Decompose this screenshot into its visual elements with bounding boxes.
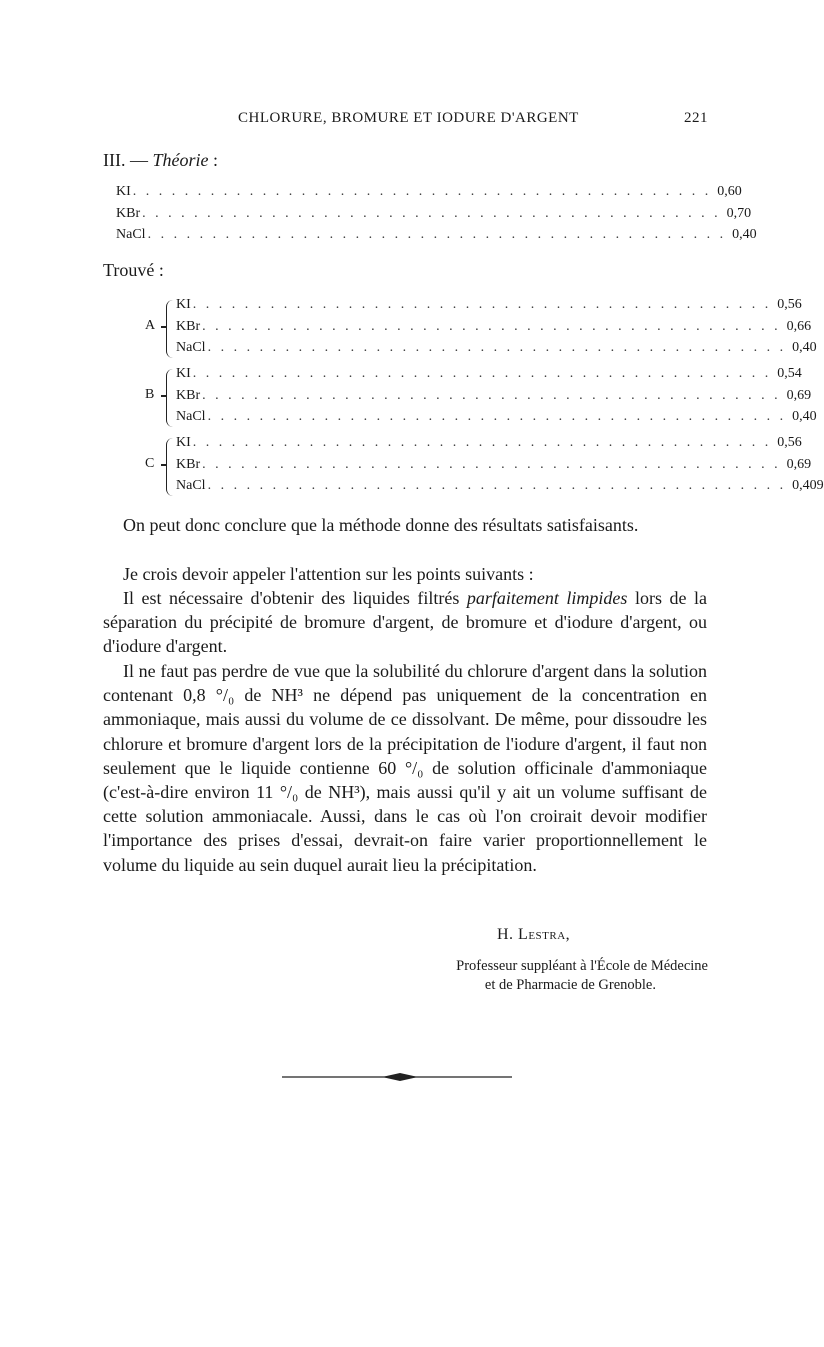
section-title-text: Théorie — [152, 150, 209, 170]
leader-dots: . . . . . . . . . . . . . . . . . . . . . . . . . . . . . . . . . . . . . . . . . . . . . — [192, 366, 772, 381]
compound-label: KI — [176, 366, 191, 381]
compound-value: 0,60 — [717, 184, 742, 199]
brace — [166, 369, 173, 427]
emphasis-text: parfaitement limpides — [466, 588, 628, 608]
theory-row — [116, 224, 757, 246]
found-row — [176, 337, 817, 359]
compound-label: KBr — [176, 457, 201, 472]
compound-label: KBr — [176, 319, 201, 334]
compound-label: KI — [116, 184, 131, 199]
compound-label: KI — [176, 435, 191, 450]
leader-dots: . . . . . . . . . . . . . . . . . . . . . . . . . . . . . . . . . . . . . . . . . . . . . — [207, 478, 787, 493]
group-letter: C — [145, 456, 155, 471]
compound-label: NaCl — [176, 340, 206, 355]
compound-label: NaCl — [116, 227, 146, 242]
paragraph-text: lors de la séparation du précipité de bromure d'argent, de bromure et d'iodure d'argent, ou d'iodure d'argent. — [103, 588, 708, 657]
compound-label: KBr — [116, 206, 141, 221]
theory-row — [116, 203, 752, 225]
page-number: 221 — [684, 110, 708, 126]
paragraph-filtration — [103, 586, 707, 659]
found-row — [176, 454, 812, 476]
group-letter: B — [145, 387, 155, 402]
compound-value: 0,70 — [726, 206, 752, 221]
found-label: Trouvé : — [103, 260, 164, 280]
compound-label: KBr — [176, 388, 201, 403]
section-title — [103, 150, 218, 171]
leader-dots: . . . . . . . . . . . . . . . . . . . . . . . . . . . . . . . . . . . . . . . . . . . . . — [207, 409, 787, 424]
brace — [166, 438, 173, 496]
compound-value: 0,66 — [786, 319, 812, 334]
paragraph-solubility: Il ne faut pas perdre de vue que la solubilité du chlorure d'argent dans la solution contenant 0,8 °/₀ de NH³ ne dépend pas uniquement de la concentration en ammoniaque, mais aussi du volume de ce dissolvant. De même, pour dissoudre les chlorure et bromure d'argent lors de la précipitation de l'iodure d'argent, il faut non seulement que le liquide contienne 60 °/₀ de solution officinale d'ammoniaque (c'est-à-dire environ 11 °/₀ de NH³), mais aussi qu'il y ait un volume suffisant de cette solution ammoniacale. Aussi, dans le cas où l'on croirait devoir modifier l'importance des prises d'essai, devrait-on faire varier proportionnellement le volume du liquide au sein duquel aurait lieu la précipitation. — [103, 661, 707, 875]
found-row — [176, 432, 802, 454]
author-affiliation-line2: et de Pharmacie de Grenoble. — [484, 977, 656, 993]
leader-dots: . . . . . . . . . . . . . . . . . . . . . . . . . . . . . . . . . . . . . . . . . . . . . — [147, 227, 727, 242]
author-signature: H. Lestra, — [497, 926, 571, 943]
leader-dots: . . . . . . . . . . . . . . . . . . . . . . . . . . . . . . . . . . . . . . . . . . . . . — [207, 340, 787, 355]
paragraph-attention: Je crois devoir appeler l'attention sur les points suivants : — [123, 564, 534, 584]
group-letter: A — [145, 318, 156, 333]
leader-dots: . . . . . . . . . . . . . . . . . . . . . . . . . . . . . . . . . . . . . . . . . . . . . — [142, 206, 721, 221]
compound-label: NaCl — [176, 409, 206, 424]
found-row — [176, 406, 817, 428]
leader-dots: . . . . . . . . . . . . . . . . . . . . . . . . . . . . . . . . . . . . . . . . . . . . . — [132, 184, 712, 199]
found-row — [176, 294, 802, 316]
compound-value: 0,56 — [777, 297, 802, 312]
compound-value: 0,40 — [792, 340, 817, 355]
compound-value: 0,69 — [786, 457, 812, 472]
paragraph-conclusion: On peut donc conclure que la méthode donne des résultats satisfaisants. — [123, 515, 639, 535]
theory-row — [116, 181, 742, 203]
found-row — [176, 475, 824, 497]
found-row — [176, 316, 812, 338]
leader-dots: . . . . . . . . . . . . . . . . . . . . . . . . . . . . . . . . . . . . . . . . . . . . . — [202, 388, 781, 403]
paragraph-text: Il est nécessaire d'obtenir des liquides filtrés — [123, 588, 467, 608]
leader-dots: . . . . . . . . . . . . . . . . . . . . . . . . . . . . . . . . . . . . . . . . . . . . . — [192, 297, 772, 312]
leader-dots: . . . . . . . . . . . . . . . . . . . . . . . . . . . . . . . . . . . . . . . . . . . . . — [192, 435, 772, 450]
ornamental-rule — [282, 1070, 512, 1084]
section-colon: : — [212, 150, 218, 170]
compound-label: NaCl — [176, 478, 206, 493]
brace — [166, 300, 173, 358]
compound-value: 0,56 — [777, 435, 802, 450]
compound-value: 0,54 — [777, 366, 802, 381]
section-numeral: III. — — [103, 150, 148, 170]
leader-dots: . . . . . . . . . . . . . . . . . . . . . . . . . . . . . . . . . . . . . . . . . . . . . — [202, 319, 781, 334]
found-row — [176, 363, 802, 385]
author-affiliation-line1: Professeur suppléant à l'École de Médecine — [456, 958, 708, 974]
compound-label: KI — [176, 297, 191, 312]
found-row — [176, 385, 812, 407]
compound-value: 0,40 — [732, 227, 757, 242]
leader-dots: . . . . . . . . . . . . . . . . . . . . . . . . . . . . . . . . . . . . . . . . . . . . . — [202, 457, 781, 472]
running-title: CHLORURE, BROMURE ET IODURE D'ARGENT — [238, 110, 579, 126]
compound-value: 0,40 — [792, 409, 817, 424]
compound-value: 0,409 — [792, 478, 824, 493]
compound-value: 0,69 — [786, 388, 812, 403]
